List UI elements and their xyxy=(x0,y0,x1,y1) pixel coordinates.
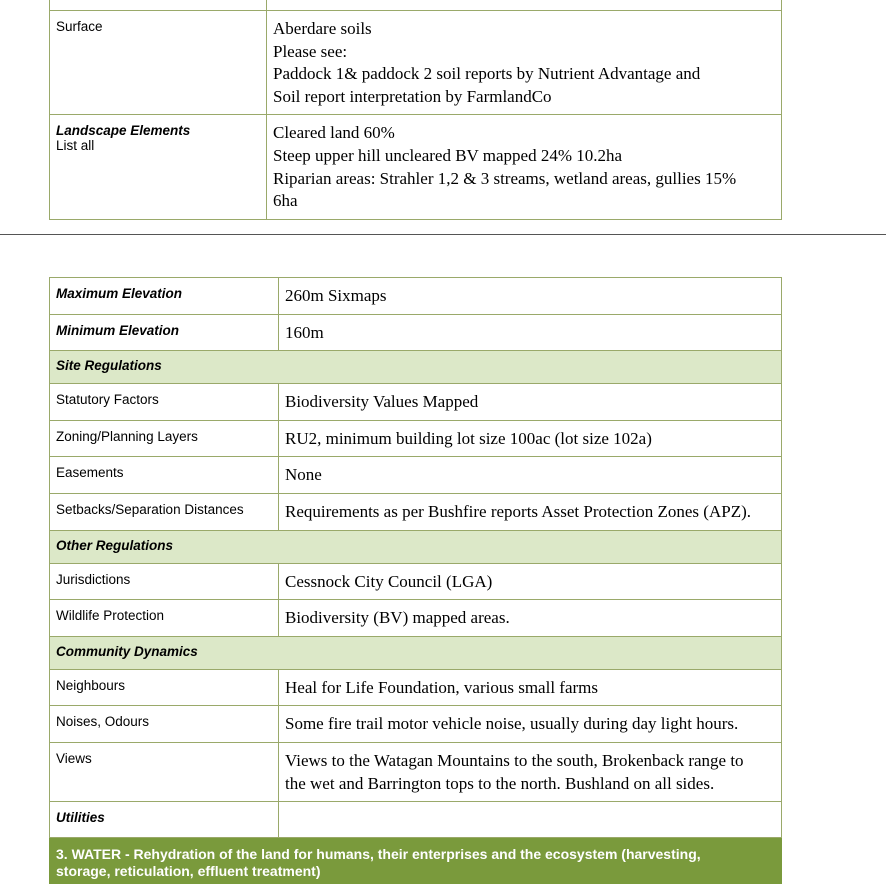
section-header-row xyxy=(50,636,782,669)
section-heading: Site Regulations xyxy=(50,351,782,384)
table-row xyxy=(50,493,782,530)
section-heading: Other Regulations xyxy=(50,530,782,563)
table-row xyxy=(50,563,782,600)
value-line: Aberdare soils xyxy=(273,19,372,38)
row-label: Zoning/Planning Layers xyxy=(50,420,279,457)
value-line: Riparian areas: Strahler 1,2 & 3 streams, wetland areas, gullies 15% xyxy=(273,168,737,188)
row-label: Jurisdictions xyxy=(50,563,279,600)
table-row xyxy=(50,420,782,457)
table-row xyxy=(50,457,782,494)
section-heading: Community Dynamics xyxy=(50,636,782,669)
section-header-row xyxy=(50,351,782,384)
value-line: Paddock 1& paddock 2 soil reports by Nutrient Advantage and xyxy=(273,64,701,84)
table-cell xyxy=(50,0,267,11)
row-value: Heal for Life Foundation, various small farms xyxy=(279,669,782,706)
row-value: Requirements as per Bushfire reports Asset Protection Zones (APZ). xyxy=(279,493,782,530)
table-row xyxy=(50,278,782,315)
table-row xyxy=(50,706,782,743)
row-value: 260m Sixmaps xyxy=(279,278,782,315)
row-value xyxy=(267,11,782,115)
table-row xyxy=(50,11,782,115)
table-cell xyxy=(267,0,782,11)
row-label: Maximum Elevation xyxy=(50,278,279,315)
row-value: Some fire trail motor vehicle noise, usually during day light hours. xyxy=(279,706,782,743)
value-line: Soil report interpretation by FarmlandCo xyxy=(273,86,552,106)
table-row xyxy=(50,600,782,637)
value-line: the wet and Barrington tops to the north. Bushland on all sides. xyxy=(285,773,715,793)
site-details-table xyxy=(49,277,782,884)
row-value: Biodiversity Values Mapped xyxy=(279,384,782,421)
table-row xyxy=(50,669,782,706)
value-line: 6ha xyxy=(273,191,298,211)
row-label: Easements xyxy=(50,457,279,494)
banner-line: storage, reticulation, effluent treatment) xyxy=(56,862,321,879)
table-row xyxy=(50,314,782,351)
water-section-banner xyxy=(50,838,782,884)
section-header-row xyxy=(50,530,782,563)
row-label: Setbacks/Separation Distances xyxy=(50,493,279,530)
row-value: None xyxy=(279,457,782,494)
row-label: Noises, Odours xyxy=(50,706,279,743)
value-line: Steep upper hill uncleared BV mapped 24% 10.2ha xyxy=(273,145,623,165)
row-value xyxy=(279,802,782,838)
row-label: Minimum Elevation xyxy=(50,314,279,351)
site-details-table-top xyxy=(49,0,782,220)
table-row xyxy=(50,115,782,219)
table-row xyxy=(50,0,782,11)
row-label-title: Landscape Elements xyxy=(56,123,191,139)
row-label: Neighbours xyxy=(50,669,279,706)
row-label: Surface xyxy=(50,11,267,115)
row-label xyxy=(50,115,267,219)
banner-line: 3. WATER - Rehydration of the land for humans, their enterprises and the ecosystem (harvesting, xyxy=(56,846,701,863)
row-label: Utilities xyxy=(50,802,279,838)
page-break-divider xyxy=(0,234,886,235)
row-label: Wildlife Protection xyxy=(50,600,279,637)
row-label: Statutory Factors xyxy=(50,384,279,421)
row-value xyxy=(267,115,782,219)
table-row xyxy=(50,384,782,421)
row-value: 160m xyxy=(279,314,782,351)
row-value: RU2, minimum building lot size 100ac (lot size 102a) xyxy=(279,420,782,457)
table-row xyxy=(50,742,782,801)
section-banner-row xyxy=(50,838,782,884)
row-value: Cessnock City Council (LGA) xyxy=(279,563,782,600)
value-line: Cleared land 60% xyxy=(273,123,395,143)
value-line: Please see: xyxy=(273,41,348,61)
row-value xyxy=(279,742,782,801)
row-label: Views xyxy=(50,742,279,801)
row-label-subtitle: List all xyxy=(56,138,95,154)
value-line: Views to the Watagan Mountains to the south, Brokenback range to xyxy=(285,750,744,770)
row-value: Biodiversity (BV) mapped areas. xyxy=(279,600,782,637)
table-row xyxy=(50,802,782,838)
